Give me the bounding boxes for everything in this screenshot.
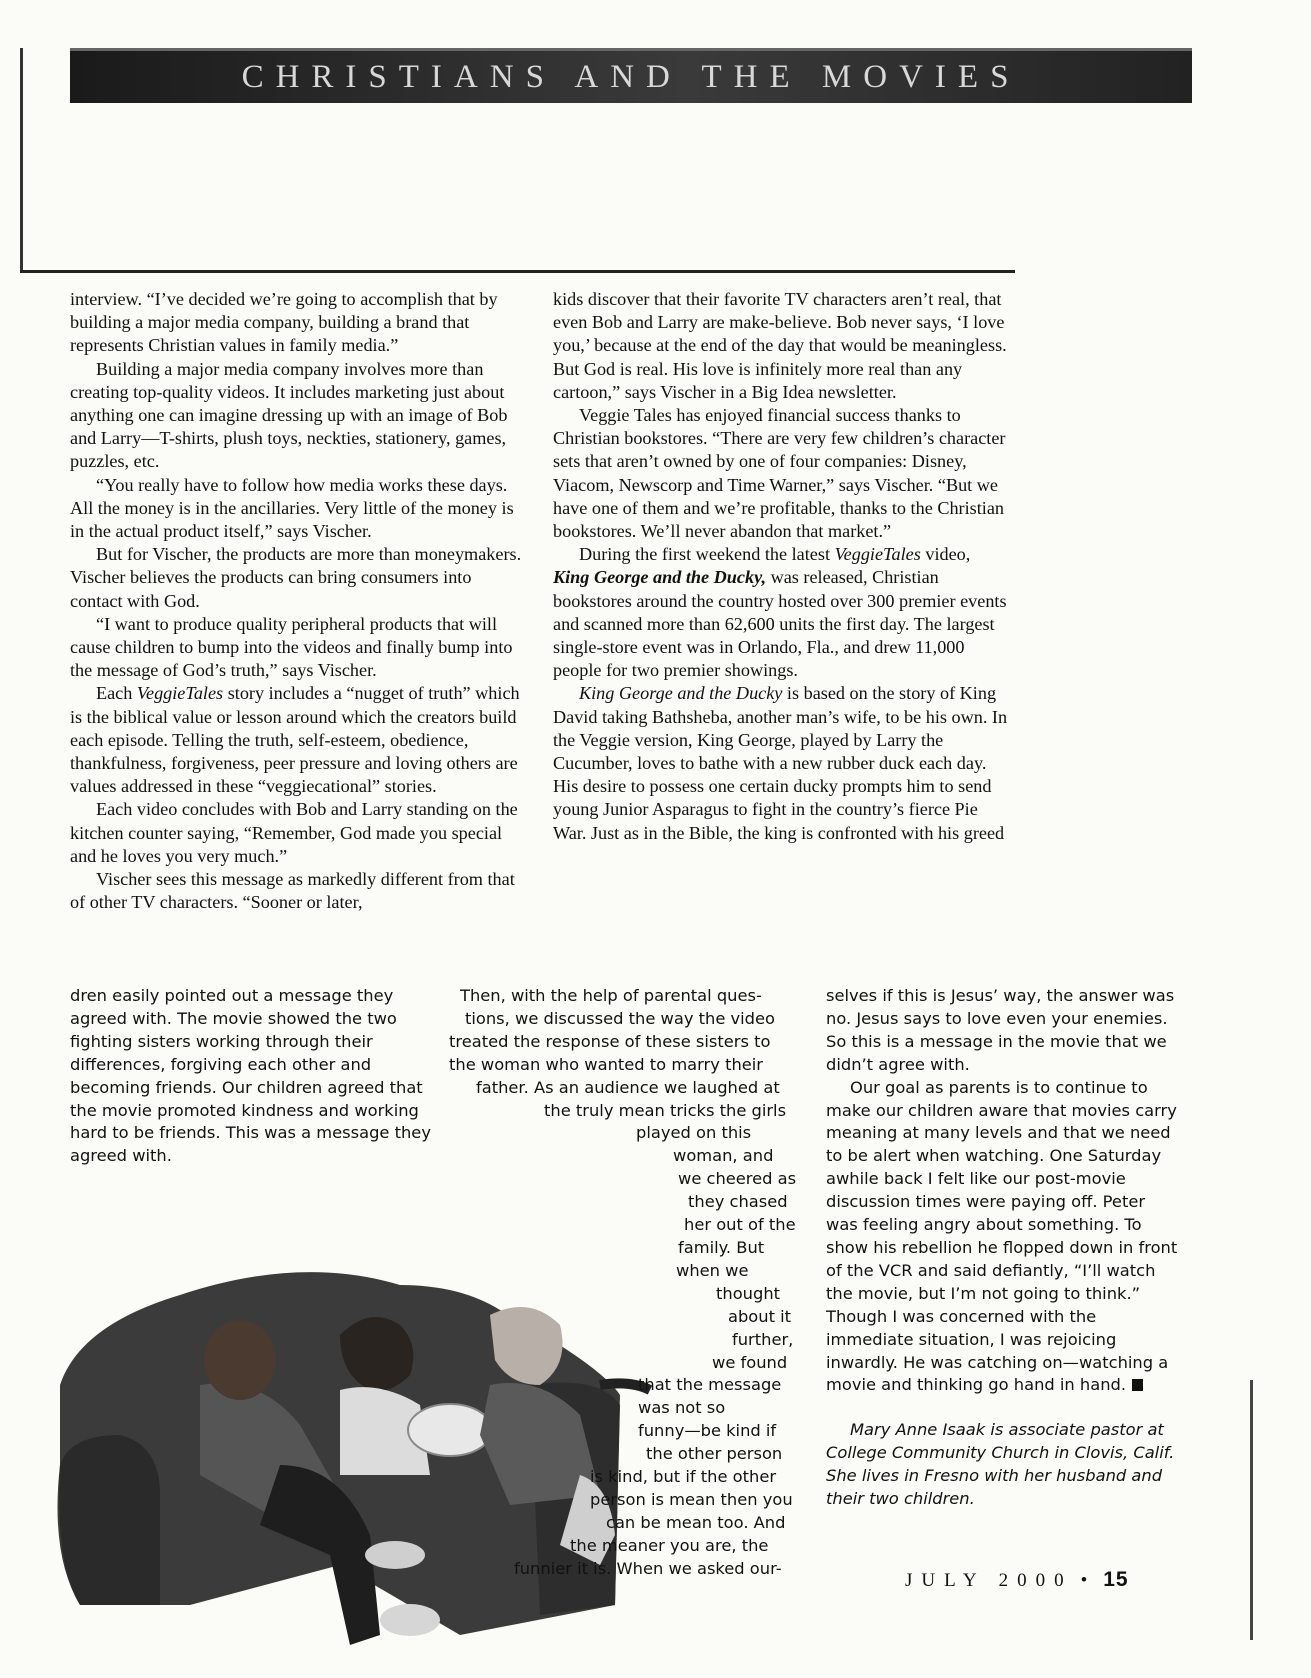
left-rule	[20, 48, 23, 270]
paragraph: Veggie Tales has enjoyed financial success thanks to Christian bookstores. “There are very few children’s character sets that aren’t owned by one of four companies: Disney, Viacom, Newscorp and Time Warner,” says Vischer. “But we have one of them and we’re profitable, thanks to the Christian bookstores. We’ll never abandon that market.”	[553, 405, 1006, 542]
article-column-1	[70, 288, 526, 914]
paragraph: kids discover that their favorite TV characters aren’t real, that even Bob and Larry are make-believe. Bob never says, ‘I love you,’ because at the end of the day that would be meaningless. But God is real. His love is infinitely more real than any cartoon,” says Vischer in a Big Idea newsletter.	[553, 289, 1007, 402]
text-line: played on this	[636, 1123, 752, 1143]
text-line: woman, and	[673, 1146, 774, 1166]
text-line: funnier it is. When we asked our-	[514, 1558, 782, 1578]
author-bio: Mary Anne Isaak is associate pastor at College Community Church in Clovis, Calif. She lives in Fresno with her husband and their two children.	[826, 1420, 1175, 1509]
right-rule	[1250, 1380, 1253, 1640]
paragraph: “You really have to follow how media works these days. All the money is in the ancillaries. Very little of the money is in the actual product itself,” says Vischer.	[70, 474, 514, 542]
sidebar-column-b	[440, 985, 830, 1581]
article-column-2	[553, 288, 1009, 845]
title-king-george: King George and the Ducky,	[553, 567, 767, 588]
text-line: was not so	[638, 1398, 726, 1418]
text-line: treated the response of these sisters to	[449, 1031, 771, 1051]
text-line: thought	[716, 1283, 781, 1303]
title-king-george: King George and the Ducky	[579, 683, 783, 704]
text-line: the truly mean tricks the girls	[544, 1100, 787, 1120]
text-line: father. As an audience we laughed at	[476, 1077, 780, 1097]
text-line: person is mean then you	[590, 1489, 793, 1509]
text-line: the other person	[646, 1444, 783, 1464]
paragraph: dren easily pointed out a message they agreed with. The movie showed the two fighting sisters working through their differences, forgiving each other and becoming friends. Our children agreed that the movie promoted kindness and working hard to be friends. This was a message they agreed with.	[70, 986, 431, 1166]
sidebar-column-a	[70, 985, 440, 1168]
text-line: her out of the	[684, 1215, 796, 1235]
text-line: is kind, but if the other	[590, 1467, 777, 1487]
top-rule	[20, 270, 1015, 273]
paragraph: Vischer sees this message as markedly different from that of other TV characters. “Sooner or later,	[70, 869, 515, 913]
text-line: they chased	[688, 1192, 788, 1212]
sidebar-column-c	[826, 985, 1178, 1511]
paragraph: interview. “I’ve decided we’re going to accomplish that by building a major media company, building a brand that represents Christian values in family media.”	[70, 289, 498, 356]
page-folio	[905, 1568, 1129, 1592]
section-banner	[70, 48, 1192, 103]
page-number: 15	[1103, 1568, 1129, 1591]
paragraph: Our goal as parents is to continue to make our children aware that movies carry meaning at many levels and that we need to be alert when watching. One Saturday awhile back I felt like our post-movie discussion times were paying off. Peter was feeling angry about something. To show his rebellion he flopped down in front of the VCR and said defiantly, “I’ll watch the movie, but I’m not going to think.” Though I was concerned with the immediate situation, I was rejoicing inwardly. He was catching on—watching a movie and thinking go hand in hand.	[826, 1077, 1178, 1395]
text-line: funny—be kind if	[638, 1421, 777, 1441]
text-line: we cheered as	[678, 1169, 797, 1189]
text-line: the woman who wanted to marry their	[449, 1054, 764, 1074]
text-line: about it	[728, 1306, 792, 1326]
paragraph: Building a major media company involves more than creating top-quality videos. It includes marketing just about anything one can imagine dressing up with an image of Bob and Larry—T-shirts, plush toys, neckties, stationery, games, puzzles, etc.	[70, 358, 508, 472]
section-title: CHRISTIANS AND THE MOVIES	[241, 59, 1021, 95]
text-line: when we	[676, 1260, 749, 1280]
black-square-icon	[1132, 1379, 1143, 1391]
paragraph: Each VeggieTales story includes a “nugget of truth” which is the biblical value or lesson around which the creators build each episode. Telling the truth, self-esteem, obedience, thankfulness, forgiveness, peer pressure and loving others are values addressed in these “veggiecational” stories.	[70, 683, 520, 797]
paragraph: “I want to produce quality peripheral products that will cause children to bump into the videos and finally bump into the message of God’s truth,” says Vischer.	[70, 613, 513, 681]
text-line: family. But	[678, 1237, 765, 1257]
paragraph: selves if this is Jesus’ way, the answer was no. Jesus says to love even your enemies. So this is a message in the movie that we didn’t agree with.	[826, 986, 1175, 1074]
issue-year: 2000	[998, 1570, 1073, 1591]
text-line: further,	[732, 1329, 794, 1349]
bullet: •	[1080, 1570, 1088, 1591]
paragraph: Each video concludes with Bob and Larry standing on the kitchen counter saying, “Remember, God made you special and he loves you very much.”	[70, 799, 518, 866]
issue-month: JULY	[905, 1570, 985, 1591]
title-veggietales: VeggieTales	[136, 683, 224, 704]
paragraph: During the first weekend the latest VeggieTales video, King George and the Ducky, was released, Christian bookstores around the country hosted over 300 premier events and scanned more than 62,600 units the first day. The largest single-store event was in Orlando, Fla., and drew 11,000 people for two premier showings.	[553, 544, 1007, 681]
text-line: the meaner you are, the	[570, 1535, 769, 1555]
text-line: Then, with the help of parental ques-	[460, 986, 762, 1005]
text-line: that the message	[638, 1375, 782, 1395]
text-line: we found	[712, 1352, 788, 1372]
paragraph: But for Vischer, the products are more than moneymakers. Vischer believes the products can bring consumers into contact with God.	[70, 544, 522, 611]
text-line: tions, we discussed the way the video	[465, 1008, 775, 1028]
text-line: can be mean too. And	[606, 1512, 786, 1532]
title-veggietales: VeggieTales	[834, 544, 921, 565]
paragraph: King George and the Ducky is based on the story of King David taking Bathsheba, another man’s wife, to be his own. In the Veggie version, King George, played by Larry the Cucumber, loves to bathe with a new rubber duck each day. His desire to possess one certain ducky prompts him to send young Junior Asparagus to fight in the country’s fierce Pie War. Just as in the Bible, the king is confronted with his greed	[553, 683, 1008, 843]
